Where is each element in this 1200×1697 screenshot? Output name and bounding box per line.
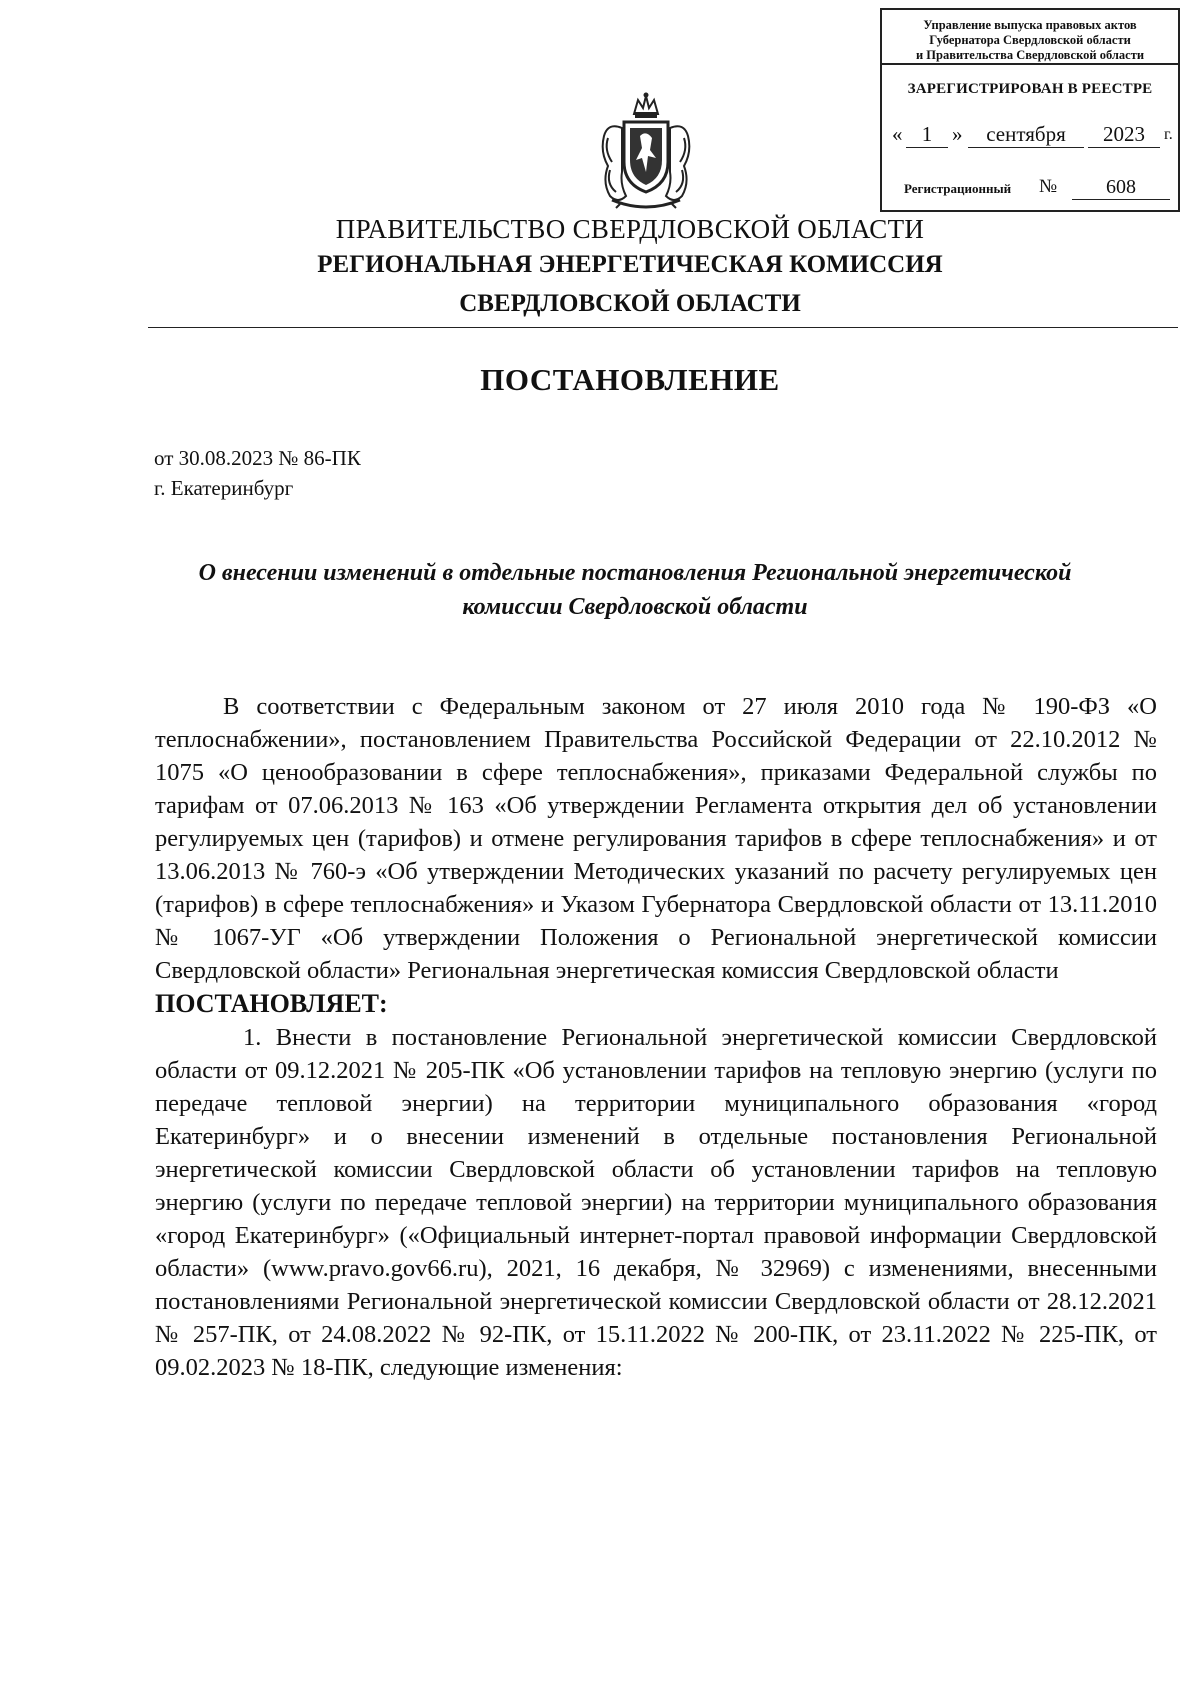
registration-stamp xyxy=(880,8,1180,212)
item-1-paragraph: 1. Внести в постановление Региональной энергетической комиссии Свердловской области от 09.12.2021 № 205-ПК «Об установлении тарифов на тепловую энергию (услуги по передаче тепловой энергии) на территории муниципального образования «город Екатеринбург» и о внесении изменений в отдельные постановления Региональной энергетической комиссии Свердловской области об установлении тарифов на тепловую энергию (услуги по передаче тепловой энергии) на территории муниципального образования «город Екатеринбург» («Официальный интернет-портал правовой информации Свердловской области» (www.pravo.gov66.ru), 2021, 16 декабря, № 32969) с изменениями, внесенными постановлениями Региональной энергетической комиссии Свердловской области от 28.12.2021 № 257-ПК, от 24.08.2022 № 92-ПК, от 15.11.2022 № 200-ПК, от 23.11.2022 № 225-ПК, от 09.02.2023 № 18-ПК, следующие изменения: xyxy=(155,1024,1157,1381)
commission-title-line2: СВЕРДЛОВСКОЙ ОБЛАСТИ xyxy=(459,290,801,317)
document-subject: О внесении изменений в отдельные постановления Региональной энергетической комиссии Свердловской области xyxy=(198,560,1072,620)
stamp-day: 1 xyxy=(906,122,948,148)
stamp-reg-sign: № xyxy=(1039,176,1058,197)
document-body xyxy=(155,690,1157,1384)
stamp-year-suffix: г. xyxy=(1164,126,1173,143)
stamp-open-quote: « xyxy=(892,122,903,146)
stamp-close-quote: » xyxy=(952,122,963,146)
stamp-authority-line: и Правительства Свердловской области xyxy=(915,48,1145,62)
document-type: ПОСТАНОВЛЕНИЕ xyxy=(480,362,780,397)
stamp-month: сентября xyxy=(968,122,1084,148)
stamp-registered-label: ЗАРЕГИСТРИРОВАН В РЕЕСТРЕ xyxy=(907,81,1153,97)
document-city: г. Екатеринбург xyxy=(154,476,294,500)
stamp-authority-line: Управление выпуска правовых актов xyxy=(923,18,1137,32)
stamp-authority xyxy=(882,10,1178,65)
sverdlovsk-coat-of-arms-icon xyxy=(590,92,702,210)
government-title: ПРАВИТЕЛЬСТВО СВЕРДЛОВСКОЙ ОБЛАСТИ xyxy=(335,214,925,244)
stamp-date xyxy=(892,122,1173,152)
commission-title-line1: РЕГИОНАЛЬНАЯ ЭНЕРГЕТИЧЕСКАЯ КОМИССИЯ xyxy=(317,251,943,278)
preamble-paragraph: В соответствии с Федеральным законом от 27 июля 2010 года № 190-ФЗ «О теплоснабжении», постановлением Правительства Российской Федерации от 22.10.2012 № 1075 «О ценообразовании в сфере теплоснабжения», приказами Федеральной службы по тарифам от 07.06.2013 № 163 «Об утверждении Регламента открытия дел об установлении регулируемых цен (тарифов) и отмене регулирования тарифов в сфере теплоснабжения» и от 13.06.2013 № 760-э «Об утверждении Методических указаний по расчету регулируемых цен (тарифов) в сфере теплоснабжения» и Указом Губернатора Свердловской области от 13.11.2010 № 1067-УГ «Об утверждении Положения о Региональной энергетической комиссии Свердловской области» Региональная энергетическая комиссия Свердловской области xyxy=(155,693,1157,984)
header-divider xyxy=(148,327,1178,328)
stamp-reg-label: Регистрационный xyxy=(904,181,1012,196)
stamp-reg-number: 608 xyxy=(1072,176,1170,200)
document-date-number: от 30.08.2023 № 86-ПК xyxy=(154,446,361,470)
stamp-authority-line: Губернатора Свердловской области xyxy=(929,33,1131,47)
stamp-registration-number xyxy=(904,176,1170,202)
stamp-year: 2023 xyxy=(1088,122,1160,148)
decree-heading: ПОСТАНОВЛЯЕТ: xyxy=(155,989,388,1018)
